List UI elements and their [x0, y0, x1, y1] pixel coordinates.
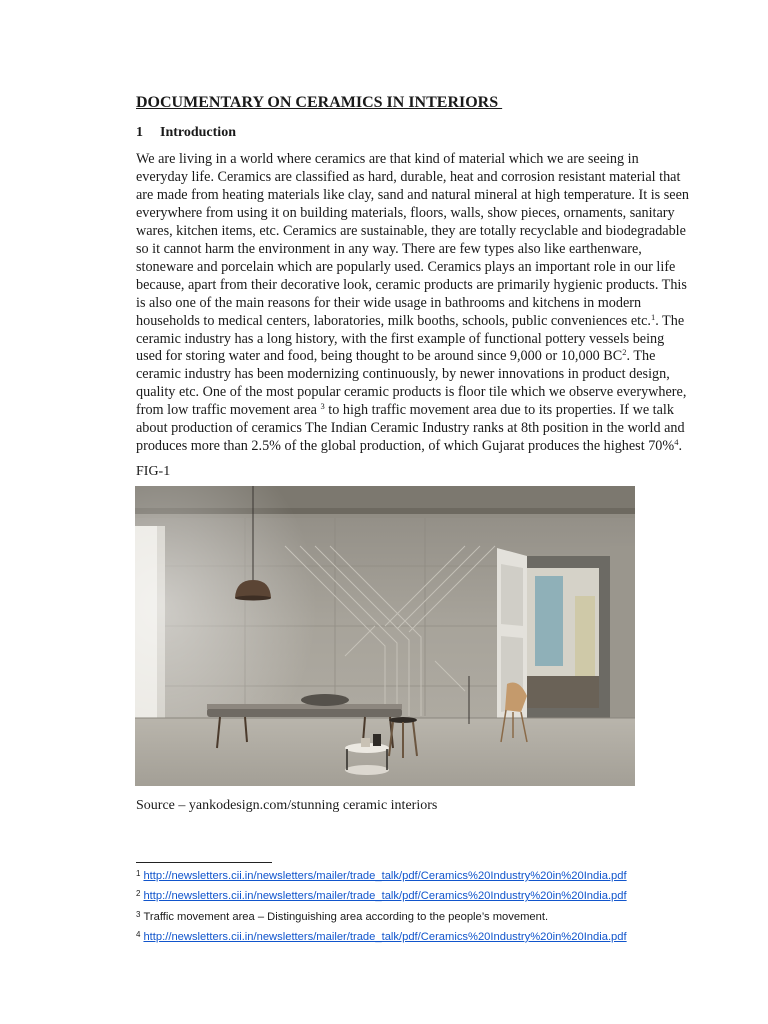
- body-line: because, apart from their decorative look, ceramic products are primarily hygienic products. This: [136, 276, 687, 293]
- footnote-mark: 1: [136, 869, 141, 878]
- section-title: Introduction: [160, 125, 236, 140]
- body-line: is also one of the main reasons for their wide usage in bathrooms and kitchens in modern: [136, 294, 642, 311]
- footnote-mark: 3: [136, 909, 141, 919]
- body-line: so it cannot harm the environment in any way. There are few types also like earthenware,: [136, 240, 642, 257]
- body-line: about production of ceramics The Indian Ceramic Industry ranks at 8th position in the world and: [136, 420, 685, 437]
- footnote-ref[interactable]: 4: [674, 437, 679, 448]
- footnote-item: [136, 865, 627, 885]
- body-line: [136, 437, 682, 456]
- figure-label: FIG-1: [136, 464, 171, 479]
- footnote-ref[interactable]: 2: [622, 347, 627, 358]
- body-line: quality etc. One of the most popular ceramic products is floor tile which we observe everywhere,: [136, 384, 687, 401]
- body-line: [136, 311, 685, 331]
- body-text-segment: . The: [626, 348, 656, 365]
- footnote-ref[interactable]: 1: [650, 311, 656, 322]
- body-line: stoneware and porcelain which are popularly used. Ceramics plays an important role in our life: [136, 258, 676, 275]
- footnote-link[interactable]: http://newsletters.cii.in/newsletters/mailer/trade_talk/pdf/Ceramics%20Industry%20in%20India.pdf: [143, 870, 627, 882]
- footnote-item: [136, 885, 627, 905]
- body-text-segment: households to medical centers, laboratories, milk booths, schools, public conveniences etc.: [136, 312, 651, 329]
- body-text-segment: from low traffic movement area: [136, 402, 321, 419]
- interior-photo: [135, 486, 635, 786]
- footnote-link[interactable]: http://newsletters.cii.in/newsletters/mailer/trade_talk/pdf/Ceramics%20Industry%20in%20India.pdf: [143, 930, 627, 943]
- footnote-mark: 4: [136, 929, 141, 939]
- body-text-segment: produces more than 2.5% of the global production, of which Gujarat produces the highest 70%: [136, 438, 675, 455]
- footnote-item: [136, 906, 627, 926]
- body-text-segment: to high traffic movement area due to its properties. If we talk: [324, 402, 674, 419]
- footnote-mark: 2: [136, 889, 141, 899]
- footnote-link[interactable]: http://newsletters.cii.in/newsletters/mailer/trade_talk/pdf/Ceramics%20Industry%20in%20India.pdf: [143, 890, 627, 903]
- document-title: DOCUMENTARY ON CERAMICS IN INTERIORS: [136, 94, 503, 111]
- section-heading: [136, 125, 236, 141]
- body-text-segment: . The: [655, 312, 685, 329]
- footnote-separator: [136, 862, 272, 863]
- body-text-segment: used for storing water and food, being thought to be around since 9,000 or 10,000 BC: [136, 348, 623, 365]
- footnotes: [136, 865, 627, 946]
- body-line: everywhere from using it on building materials, floors, walls, show pieces, ornaments, sanitary: [136, 204, 675, 221]
- footnote-text: Traffic movement area – Distinguishing area according to the people’s movement.: [143, 910, 549, 923]
- body-line: everyday life. Ceramics are classified as hard, durable, heat and corrosion resistant material that: [136, 168, 681, 185]
- body-line: ceramic industry has been modernizing continuously, by newer innovations in product design,: [136, 366, 670, 383]
- body-line: ceramic industry has a long history, with the first example of functional pottery vessels being: [136, 330, 665, 347]
- footnote-item: [136, 926, 627, 946]
- body-line: wares, kitchen items, etc. Ceramics are sustainable, they are totally recyclable and biodegradable: [136, 222, 686, 239]
- body-text-segment: .: [678, 438, 682, 455]
- footnote-ref[interactable]: 3: [320, 401, 325, 412]
- body-line: [136, 401, 674, 420]
- body-line: [136, 347, 656, 366]
- body-paragraph: [136, 151, 689, 456]
- body-line: are made from heating materials like clay, sand and natural mineral at high temperature. It is seen: [136, 186, 689, 203]
- section-number: 1: [136, 125, 143, 140]
- body-line: We are living in a world where ceramics are that kind of material which we are seeing in: [136, 151, 639, 167]
- figure-source: Source – yankodesign.com/stunning ceramic interiors: [136, 798, 438, 813]
